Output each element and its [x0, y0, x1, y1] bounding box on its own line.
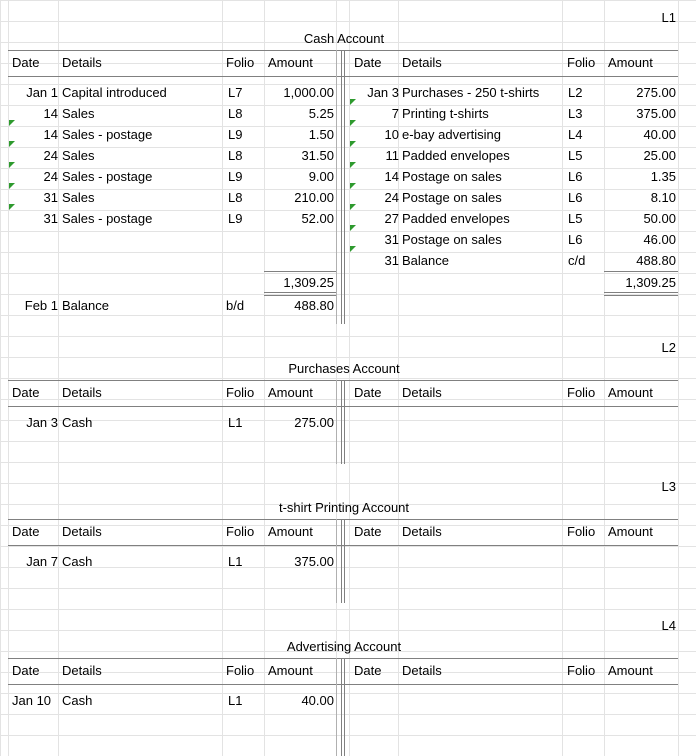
cash-balance-date[interactable]: Feb 1	[24, 298, 58, 313]
cash-dr-amount[interactable]: 31.50	[301, 148, 334, 163]
cash-cr-date[interactable]: 31	[384, 232, 399, 247]
error-indicator-icon	[9, 204, 15, 210]
cash-dr-details[interactable]: Sales	[62, 106, 95, 121]
cash-cr-amount[interactable]: 8.10	[650, 190, 676, 205]
cash-cr-date[interactable]: 11	[385, 148, 399, 163]
header-details-right[interactable]: Details	[402, 55, 442, 70]
header-folio-left[interactable]: Folio	[226, 524, 255, 539]
header-date-right[interactable]: Date	[354, 524, 382, 539]
error-indicator-icon	[9, 183, 15, 189]
error-indicator-icon	[350, 246, 356, 252]
cash-dr-folio[interactable]: L9	[228, 127, 243, 142]
header-folio-left[interactable]: Folio	[226, 663, 255, 678]
error-indicator-icon	[350, 141, 356, 147]
printing-dr-folio[interactable]: L1	[228, 554, 243, 569]
error-indicator-icon	[350, 225, 356, 231]
cash-cr-date[interactable]: 24	[384, 190, 399, 205]
cash-dr-amount[interactable]: 1,000.00	[283, 85, 334, 100]
advertising-dr-details[interactable]: Cash	[62, 693, 93, 708]
header-amount-left[interactable]: Amount	[268, 55, 313, 70]
purchases-dr-amount[interactable]: 275.00	[294, 415, 334, 430]
error-indicator-icon	[9, 120, 15, 126]
ledger-ref-l4[interactable]: L4	[661, 618, 676, 633]
header-details-left[interactable]: Details	[62, 385, 102, 400]
cash-cr-folio[interactable]: L5	[568, 148, 583, 163]
cash-cr-details[interactable]: Padded envelopes	[402, 211, 510, 226]
cash-balance-details[interactable]: Balance	[62, 298, 109, 313]
cash-cr-date[interactable]: 7	[391, 106, 399, 121]
cash-dr-folio[interactable]: L8	[228, 148, 243, 163]
cash-dr-folio[interactable]: L9	[228, 169, 243, 184]
cash-cr-amount[interactable]: 488.80	[636, 253, 676, 268]
cash-dr-folio[interactable]: L7	[228, 85, 243, 100]
account-title-printing[interactable]: t-shirt Printing Account	[278, 500, 410, 515]
cash-dr-details[interactable]: Sales - postage	[62, 211, 153, 226]
cash-cr-amount[interactable]: 25.00	[643, 148, 676, 163]
cash-cr-details[interactable]: Postage on sales	[402, 190, 502, 205]
header-date-left[interactable]: Date	[12, 385, 40, 400]
header-details-left[interactable]: Details	[62, 524, 102, 539]
printing-dr-date[interactable]: Jan 7	[26, 554, 58, 569]
cash-dr-date[interactable]: 14	[43, 106, 58, 121]
cash-dr-total[interactable]: 1,309.25	[283, 275, 334, 290]
error-indicator-icon	[350, 183, 356, 189]
cash-dr-folio[interactable]: L8	[228, 106, 243, 121]
cash-dr-details[interactable]: Capital introduced	[62, 85, 167, 100]
header-details-left[interactable]: Details	[62, 55, 102, 70]
cash-cr-details[interactable]: Purchases - 250 t-shirts	[402, 85, 540, 100]
header-date-right[interactable]: Date	[354, 663, 382, 678]
account-title-purchases[interactable]: Purchases Account	[288, 361, 400, 376]
cash-cr-folio[interactable]: L6	[568, 169, 583, 184]
header-folio-left[interactable]: Folio	[226, 55, 255, 70]
printing-dr-details[interactable]: Cash	[62, 554, 93, 569]
cash-balance-amount[interactable]: 488.80	[294, 298, 334, 313]
header-amount-left[interactable]: Amount	[268, 663, 313, 678]
cash-dr-folio[interactable]: L8	[228, 190, 243, 205]
header-folio-right[interactable]: Folio	[567, 385, 596, 400]
cash-cr-amount[interactable]: 1.35	[650, 169, 676, 184]
cash-dr-date[interactable]: 24	[43, 169, 58, 184]
cash-dr-details[interactable]: Sales	[62, 148, 95, 163]
cash-cr-details[interactable]: Postage on sales	[402, 169, 502, 184]
cash-cr-folio[interactable]: L6	[568, 232, 583, 247]
header-date-right[interactable]: Date	[354, 385, 382, 400]
cash-cr-details[interactable]: e-bay advertising	[402, 127, 501, 142]
header-date-left[interactable]: Date	[12, 55, 40, 70]
error-indicator-icon	[350, 204, 356, 210]
advertising-dr-folio[interactable]: L1	[228, 693, 243, 708]
cash-cr-details[interactable]: Postage on sales	[402, 232, 502, 247]
cash-cr-date[interactable]: Jan 3	[367, 85, 399, 100]
cash-cr-details[interactable]: Padded envelopes	[402, 148, 510, 163]
ledger-ref-l2[interactable]: L2	[661, 340, 676, 355]
header-date-right[interactable]: Date	[354, 55, 382, 70]
header-amount-right[interactable]: Amount	[608, 55, 653, 70]
cash-dr-details[interactable]: Sales - postage	[62, 127, 153, 142]
header-date-left[interactable]: Date	[12, 524, 40, 539]
cash-dr-date[interactable]: 31	[43, 211, 58, 226]
header-folio-right[interactable]: Folio	[567, 524, 596, 539]
printing-dr-amount[interactable]: 375.00	[294, 554, 334, 569]
error-indicator-icon	[9, 162, 15, 168]
header-amount-right[interactable]: Amount	[608, 524, 653, 539]
header-amount-left[interactable]: Amount	[268, 385, 313, 400]
cash-cr-amount[interactable]: 375.00	[636, 106, 676, 121]
cash-cr-date[interactable]: 31	[384, 253, 399, 268]
cash-dr-amount[interactable]: 5.25	[308, 106, 334, 121]
ledger-ref-l3[interactable]: L3	[661, 479, 676, 494]
cash-cr-details[interactable]: Balance	[402, 253, 449, 268]
cash-dr-folio[interactable]: L9	[228, 211, 243, 226]
account-title-advertising[interactable]: Advertising Account	[286, 639, 402, 654]
cash-cr-folio[interactable]: L2	[568, 85, 583, 100]
header-date-left[interactable]: Date	[12, 663, 40, 678]
header-details-right[interactable]: Details	[402, 524, 442, 539]
cash-cr-folio[interactable]: L4	[568, 127, 583, 142]
cash-cr-date[interactable]: 10	[384, 127, 399, 142]
error-indicator-icon	[350, 99, 356, 105]
cash-cr-amount[interactable]: 46.00	[643, 232, 676, 247]
error-indicator-icon	[9, 141, 15, 147]
cash-cr-date[interactable]: 14	[384, 169, 399, 184]
advertising-dr-amount[interactable]: 40.00	[301, 693, 334, 708]
header-folio-right[interactable]: Folio	[567, 55, 596, 70]
cash-cr-total[interactable]: 1,309.25	[625, 275, 676, 290]
header-folio-right[interactable]: Folio	[567, 663, 596, 678]
advertising-dr-date[interactable]: Jan 10	[12, 693, 52, 708]
cash-dr-amount[interactable]: 1.50	[308, 127, 334, 142]
cash-cr-amount[interactable]: 40.00	[643, 127, 676, 142]
cash-cr-folio[interactable]: L3	[568, 106, 583, 121]
header-folio-left[interactable]: Folio	[226, 385, 255, 400]
cash-dr-amount[interactable]: 52.00	[301, 211, 334, 226]
cash-cr-details[interactable]: Printing t-shirts	[402, 106, 489, 121]
cash-cr-folio[interactable]: L6	[568, 190, 583, 205]
error-indicator-icon	[350, 120, 356, 126]
header-amount-left[interactable]: Amount	[268, 524, 313, 539]
account-title-cash[interactable]: Cash Account	[303, 31, 385, 46]
cash-dr-date[interactable]: 14	[43, 127, 58, 142]
cash-dr-amount[interactable]: 9.00	[308, 169, 334, 184]
cash-cr-amount[interactable]: 275.00	[636, 85, 676, 100]
cash-cr-date[interactable]: 27	[384, 211, 399, 226]
cash-cr-amount[interactable]: 50.00	[643, 211, 676, 226]
cash-cr-folio[interactable]: c/d	[568, 253, 586, 268]
cash-dr-amount[interactable]: 210.00	[294, 190, 334, 205]
cash-balance-folio[interactable]: b/d	[226, 298, 245, 313]
cash-dr-date[interactable]: 31	[43, 190, 58, 205]
purchases-dr-date[interactable]: Jan 3	[26, 415, 58, 430]
header-details-right[interactable]: Details	[402, 385, 442, 400]
cash-dr-date[interactable]: Jan 1	[26, 85, 58, 100]
header-details-right[interactable]: Details	[402, 663, 442, 678]
header-amount-right[interactable]: Amount	[608, 385, 653, 400]
cash-cr-folio[interactable]: L5	[568, 211, 583, 226]
header-details-left[interactable]: Details	[62, 663, 102, 678]
purchases-dr-details[interactable]: Cash	[62, 415, 93, 430]
ledger-ref-l1[interactable]: L1	[661, 10, 676, 25]
purchases-dr-folio[interactable]: L1	[228, 415, 243, 430]
cash-dr-details[interactable]: Sales - postage	[62, 169, 153, 184]
header-amount-right[interactable]: Amount	[608, 663, 653, 678]
cash-dr-details[interactable]: Sales	[62, 190, 95, 205]
error-indicator-icon	[350, 162, 356, 168]
cash-dr-date[interactable]: 24	[43, 148, 58, 163]
